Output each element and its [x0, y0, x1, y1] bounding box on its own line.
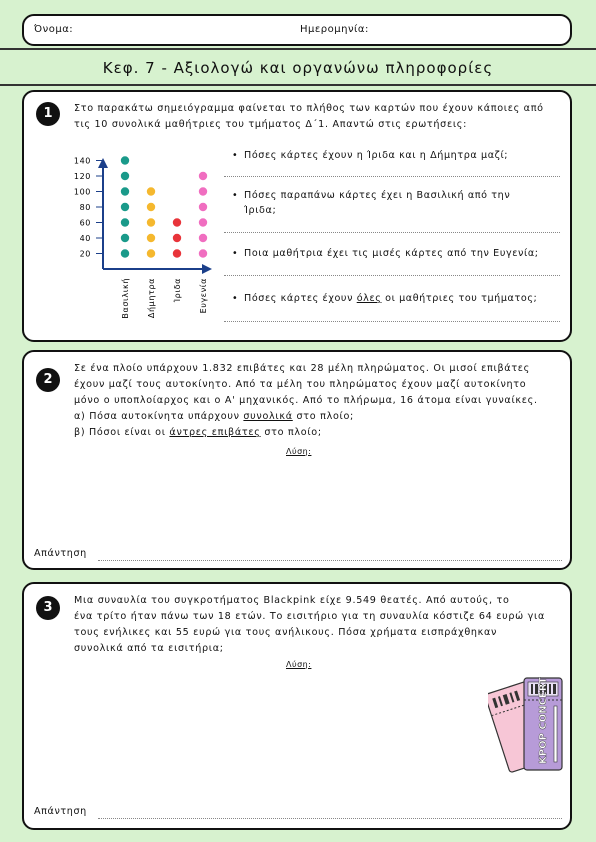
dot-mark: [199, 218, 207, 226]
question-4: • Πόσες κάρτες έχουν όλες οι μαθήτριες του τμήματος;: [244, 291, 564, 306]
answer-line[interactable]: [224, 321, 560, 322]
answer-label: Απάντηση: [34, 806, 87, 817]
answer-label: Απάντηση: [34, 548, 87, 559]
dot-mark: [147, 249, 155, 257]
question-3: • Ποια μαθήτρια έχει τις μισές κάρτες από την Ευγενία;: [244, 246, 564, 261]
concert-tickets-illustration: [488, 666, 568, 776]
answer-line[interactable]: [98, 560, 562, 561]
x-axis-arrow: [202, 264, 212, 274]
exercise-3-box: [22, 582, 572, 830]
y-tick-label: 140: [73, 156, 91, 166]
y-tick-label: 40: [79, 234, 91, 243]
page-title: Κεφ. 7 - Αξιολογώ και οργανώνω πληροφορίες: [102, 59, 494, 77]
answer-line[interactable]: [224, 275, 560, 276]
solution-label: Λύση:: [286, 660, 312, 669]
dot-mark: [199, 234, 207, 242]
y-axis-arrow: [98, 158, 108, 168]
ticket-text: KPOP CONCERT: [538, 677, 549, 764]
dot-mark: [121, 172, 129, 180]
title-band: [0, 48, 596, 86]
y-tick-label: 120: [73, 172, 91, 181]
header-box: [22, 14, 572, 46]
dot-mark: [173, 218, 181, 226]
dot-mark: [121, 187, 129, 195]
dot-mark: [121, 249, 129, 257]
exercise-2-text: Σε ένα πλοίο υπάρχουν 1.832 επιβάτες και 28 μέλη πληρώματος. Οι μισοί επιβάτες έχουν μαζί τους αυτοκίνητο. Από τα μέλη του πληρώματος έχουν μαζί αυτοκίνητο μόνο ο υποπλοίαρχος και ο Α' μηχανικός. Από το πλήρωμα, 16 άτομα είναι γυναίκες. α) Πόσα αυτοκίνητα υπάρχουν συνολικά στο πλοίο; β) Πόσοι είναι οι άντρες επιβάτες στο πλοίο;: [74, 361, 569, 441]
question-a: α) Πόσα αυτοκίνητα υπάρχουν συνολικά στο πλοίο;: [74, 411, 354, 422]
exercise-3-text: Μια συναυλία του συγκροτήματος Blackpink είχε 9.549 θεατές. Από αυτούς, το ένα τρίτο ήταν πάνω των 18 ετών. Το εισιτήριο για τη συναυλία κόστιζε 64 ευρώ για τους ενήλικες και 55 ευρώ για τους ανήλικους. Πόσα χρήματα εισπράχθηκαν συνολικά από τα εισιτήρια;: [74, 595, 545, 654]
dot-mark: [121, 234, 129, 242]
dot-mark: [147, 203, 155, 211]
dot-mark: [121, 203, 129, 211]
exercise-number: 1: [36, 102, 60, 126]
solution-label: Λύση:: [286, 447, 312, 456]
dot-mark: [121, 218, 129, 226]
exercise-2-box: [22, 350, 572, 570]
dot-mark: [147, 187, 155, 195]
dot-plot-chart: [34, 154, 224, 344]
exercise-number: 2: [36, 368, 60, 392]
dot-mark: [199, 187, 207, 195]
exercise-1-box: [22, 90, 572, 342]
question-2: • Πόσες παραπάνω κάρτες έχει η Βασιλική από την Ίριδα;: [244, 188, 544, 218]
name-label: Όνομα:: [34, 24, 74, 35]
answer-line[interactable]: [224, 176, 560, 177]
dot-mark: [199, 203, 207, 211]
dot-mark: [121, 156, 129, 164]
y-tick-label: 60: [79, 218, 91, 228]
dot-mark: [173, 249, 181, 257]
dot-mark: [173, 234, 181, 242]
question-b: β) Πόσοι είναι οι άντρες επιβάτες στο πλοίο;: [74, 427, 322, 438]
y-tick-label: 80: [79, 203, 91, 212]
date-label: Ημερομηνία:: [300, 24, 369, 35]
answer-line[interactable]: [98, 818, 562, 819]
category-label: Ευγενία: [199, 278, 208, 314]
category-label: Βασιλική: [121, 278, 130, 319]
category-label: Δήμητρα: [147, 278, 156, 319]
underlined-word: όλες: [356, 293, 382, 304]
dot-mark: [147, 234, 155, 242]
exercise-1-intro: Στο παρακάτω σημειόγραμμα φαίνεται το πλήθος των καρτών που έχουν κάποιες από τις 10 συνολικά μαθήτριες του τμήματος Δ΄1. Απαντώ στις ερωτήσεις:: [74, 103, 544, 130]
category-label: Ίριδα: [173, 278, 182, 303]
dot-mark: [147, 218, 155, 226]
question-1: • Πόσες κάρτες έχουν η Ίριδα και η Δήμητρα μαζί;: [244, 148, 562, 163]
y-tick-label: 20: [79, 249, 91, 259]
exercise-number: 3: [36, 596, 60, 620]
dot-mark: [199, 172, 207, 180]
y-tick-label: 100: [73, 187, 91, 197]
answer-line[interactable]: [224, 232, 560, 233]
dot-mark: [199, 249, 207, 257]
